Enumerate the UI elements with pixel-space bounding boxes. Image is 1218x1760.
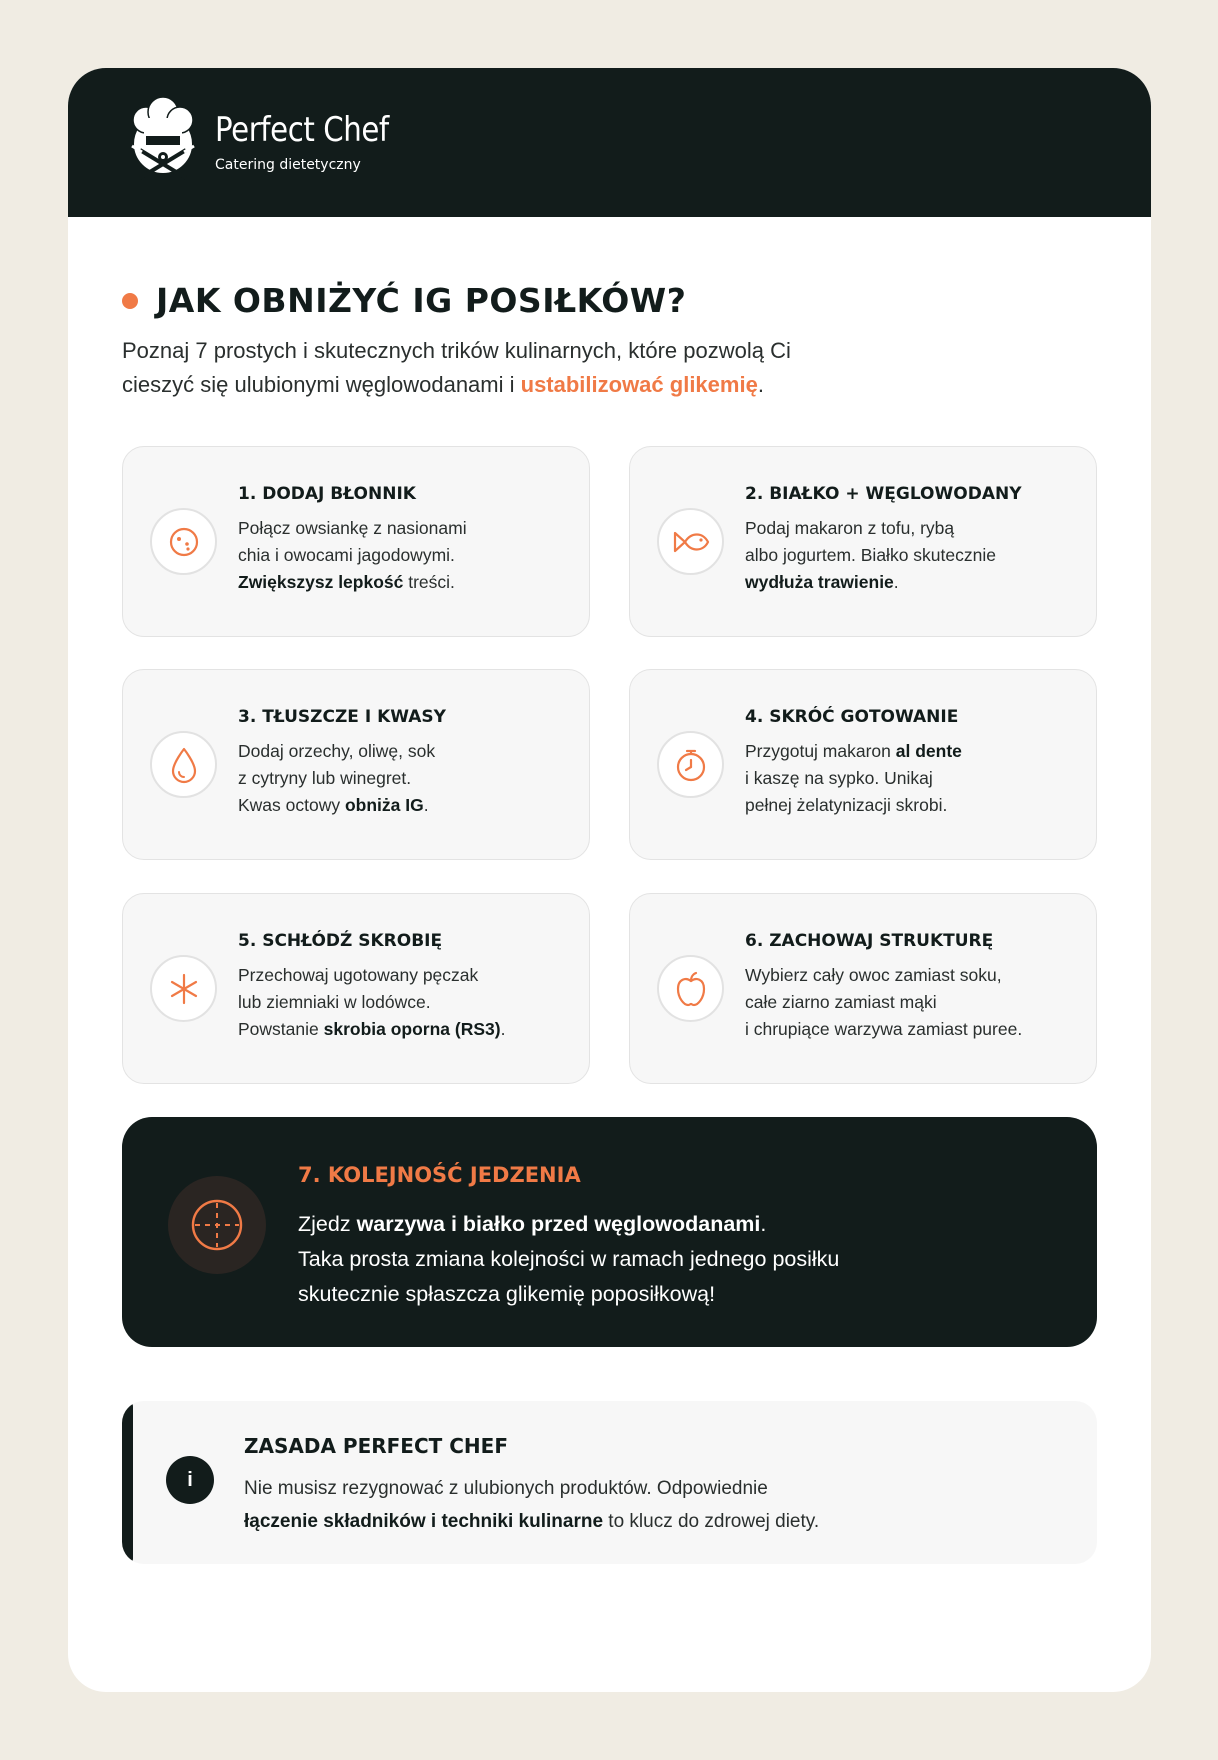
tip-title: 1. DODAJ BŁONNIK <box>238 484 416 504</box>
tip-text <box>745 962 1090 1043</box>
highlight-line: Zjedz <box>298 1212 357 1236</box>
tip-line: całe ziarno zamiast mąki <box>745 992 937 1012</box>
header <box>68 68 1151 217</box>
tip-line: z cytryny lub winegret. <box>238 768 412 788</box>
tip-line: Powstanie <box>238 1019 324 1039</box>
tip-line: chia i owocami jagodowymi. <box>238 545 455 565</box>
highlight-text <box>298 1207 1058 1312</box>
tip-line: Dodaj orzechy, oliwę, sok <box>238 741 436 761</box>
tip-title: 3. TŁUSZCZE I KWASY <box>238 707 446 727</box>
intro-text <box>122 334 882 402</box>
tip-line: Połącz owsiankę z nasionami <box>238 518 467 538</box>
tip-line: i kaszę na sypko. Unikaj <box>745 768 933 788</box>
tip-line: i chrupiące warzywa zamiast puree. <box>745 1019 1023 1039</box>
highlight-emphasis: warzywa i białko przed węglowodanami <box>356 1212 761 1236</box>
tip-text <box>238 962 583 1043</box>
tip-line: albo jogurtem. Białko skutecznie <box>745 545 996 565</box>
snowflake-icon <box>150 955 217 1022</box>
tip-emphasis: al dente <box>895 741 962 761</box>
eating-order-highlight <box>122 1117 1097 1347</box>
rule-text <box>244 1472 1064 1538</box>
tip-title: 2. BIAŁKO + WĘGLOWODANY <box>745 484 1022 504</box>
tip-card-fiber <box>122 446 590 637</box>
highlight-title: 7. KOLEJNOŚĆ JEDZENIA <box>298 1163 581 1187</box>
timer-icon <box>657 731 724 798</box>
intro-accent: ustabilizować glikemię <box>520 372 758 397</box>
intro-line-2: cieszyć się ulubionymi węglowodanami i <box>122 372 521 397</box>
info-icon: i <box>166 1456 214 1504</box>
tip-card-fats-acids <box>122 669 590 860</box>
intro-end: . <box>757 372 764 397</box>
tip-card-protein <box>629 446 1097 637</box>
tip-emphasis: wydłuża trawienie <box>745 572 894 592</box>
tip-title: 5. SCHŁÓDŹ SKROBIĘ <box>238 931 443 951</box>
tip-emphasis: Zwiększysz lepkość <box>238 572 404 592</box>
callout-accent-bar <box>122 1401 133 1564</box>
tip-text <box>745 738 1090 819</box>
tip-line: pełnej żelatynizacji skrobi. <box>745 795 948 815</box>
tip-line: . <box>500 1019 506 1039</box>
tip-text <box>238 738 583 819</box>
page-title-row <box>122 281 686 320</box>
rule-line: to klucz do zdrowej diety. <box>603 1511 820 1532</box>
fish-icon <box>657 508 724 575</box>
tip-title: 4. SKRÓĆ GOTOWANIE <box>745 707 959 727</box>
tip-card-structure <box>629 893 1097 1084</box>
infographic-card <box>68 68 1151 1692</box>
bullet-dot-icon <box>122 293 138 309</box>
tip-line: Wybierz cały owoc zamiast soku, <box>745 965 1002 985</box>
rule-callout <box>122 1401 1097 1564</box>
tip-title: 6. ZACHOWAJ STRUKTURĘ <box>745 931 994 951</box>
tip-text <box>238 515 583 596</box>
rule-emphasis: łączenie składników i techniki kulinarne <box>244 1511 604 1532</box>
rule-line: Nie musisz rezygnować z ulubionych produktów. Odpowiednie <box>244 1478 768 1499</box>
highlight-line: Taka prosta zmiana kolejności w ramach jednego posiłku <box>298 1247 840 1271</box>
seed-icon <box>150 508 217 575</box>
highlight-line: . <box>760 1212 767 1236</box>
target-icon <box>168 1176 266 1274</box>
tip-line: Przygotuj makaron <box>745 741 896 761</box>
brand-tagline: Catering dietetyczny <box>215 157 361 173</box>
tip-line: Przechowaj ugotowany pęczak <box>238 965 479 985</box>
tip-card-cool-starch <box>122 893 590 1084</box>
highlight-line: skutecznie spłaszcza glikemię poposiłkową! <box>298 1282 716 1306</box>
tip-emphasis: skrobia oporna (RS3) <box>323 1019 501 1039</box>
brand-name: Perfect Chef <box>215 110 389 150</box>
tip-line: Podaj makaron z tofu, rybą <box>745 518 955 538</box>
tip-card-cooking-time <box>629 669 1097 860</box>
chef-hat-logo-icon <box>122 96 204 186</box>
tip-line: . <box>423 795 429 815</box>
rule-title: ZASADA PERFECT CHEF <box>244 1434 508 1458</box>
tip-line: . <box>893 572 899 592</box>
tip-line: Kwas octowy <box>238 795 345 815</box>
page-title: JAK OBNIŻYĆ IG POSIŁKÓW? <box>156 281 687 320</box>
tip-line: lub ziemniaki w lodówce. <box>238 992 431 1012</box>
intro-line-1: Poznaj 7 prostych i skutecznych trików kulinarnych, które pozwolą Ci <box>122 338 791 363</box>
apple-icon <box>657 955 724 1022</box>
tip-text <box>745 515 1090 596</box>
drop-icon <box>150 731 217 798</box>
tip-line: treści. <box>403 572 455 592</box>
tip-emphasis: obniża IG <box>344 795 424 815</box>
